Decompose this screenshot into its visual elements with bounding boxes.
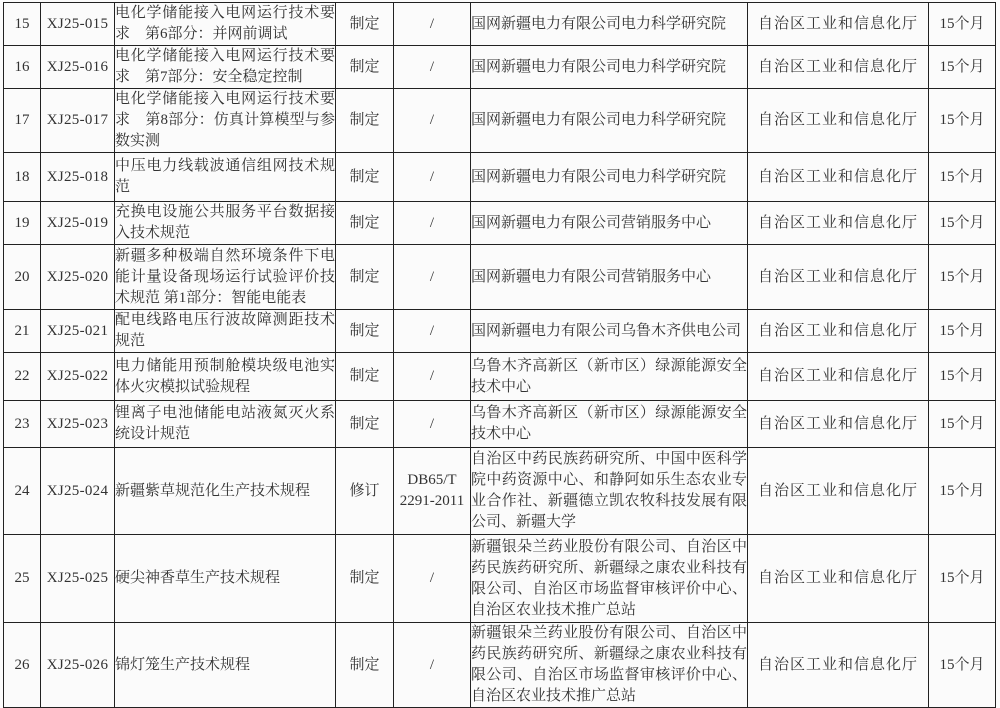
cell-plan-code: XJ25-015 (41, 3, 115, 46)
cell-serial-number: 17 (4, 89, 41, 153)
table-row (4, 89, 996, 153)
cell-formulate-or-revise: 制定 (336, 46, 394, 89)
cell-formulate-or-revise: 制定 (336, 623, 394, 708)
cell-serial-number: 26 (4, 623, 41, 708)
cell-serial-number: 25 (4, 535, 41, 623)
cell-completion-period: 15个月 (929, 623, 996, 708)
cell-serial-number: 22 (4, 353, 41, 401)
cell-drafting-organizations: 国网新疆电力有限公司乌鲁木齐供电公司 (471, 310, 748, 353)
standards-table (3, 2, 996, 708)
table-row (4, 202, 996, 245)
cell-standard-title: 新疆多种极端自然环境条件下电能计量设备现场运行试验评价技术规范 第1部分：智能电能表 (115, 245, 336, 310)
cell-formulate-or-revise: 制定 (336, 89, 394, 153)
cell-completion-period: 15个月 (929, 46, 996, 89)
cell-supervising-department: 自治区工业和信息化厅 (748, 401, 929, 448)
cell-completion-period: 15个月 (929, 535, 996, 623)
cell-supervising-department: 自治区工业和信息化厅 (748, 3, 929, 46)
cell-plan-code: XJ25-018 (41, 153, 115, 202)
cell-drafting-organizations: 国网新疆电力有限公司电力科学研究院 (471, 3, 748, 46)
cell-serial-number: 21 (4, 310, 41, 353)
cell-completion-period: 15个月 (929, 448, 996, 535)
cell-supervising-department: 自治区工业和信息化厅 (748, 623, 929, 708)
cell-serial-number: 23 (4, 401, 41, 448)
cell-formulate-or-revise: 制定 (336, 245, 394, 310)
cell-completion-period: 15个月 (929, 310, 996, 353)
cell-drafting-organizations: 乌鲁木齐高新区（新市区）绿源能源安全技术中心 (471, 353, 748, 401)
cell-replaced-standard-number: / (394, 353, 471, 401)
cell-drafting-organizations: 新疆银朵兰药业股份有限公司、自治区中药民族药研究所、新疆绿之康农业科技有限公司、自治区市场监督审核评价中心、自治区农业技术推广总站 (471, 623, 748, 708)
table-row (4, 310, 996, 353)
cell-standard-title: 锦灯笼生产技术规程 (115, 623, 336, 708)
cell-standard-title: 中压电力线载波通信组网技术规范 (115, 153, 336, 202)
table-body (4, 3, 996, 708)
cell-replaced-standard-number: / (394, 310, 471, 353)
cell-supervising-department: 自治区工业和信息化厅 (748, 448, 929, 535)
cell-serial-number: 20 (4, 245, 41, 310)
cell-serial-number: 24 (4, 448, 41, 535)
cell-standard-title: 电化学储能接入电网运行技术要求 第6部分：并网前调试 (115, 3, 336, 46)
cell-completion-period: 15个月 (929, 3, 996, 46)
cell-formulate-or-revise: 制定 (336, 353, 394, 401)
cell-plan-code: XJ25-026 (41, 623, 115, 708)
table-row (4, 448, 996, 535)
cell-completion-period: 15个月 (929, 353, 996, 401)
cell-supervising-department: 自治区工业和信息化厅 (748, 245, 929, 310)
cell-replaced-standard-number: / (394, 623, 471, 708)
cell-serial-number: 16 (4, 46, 41, 89)
cell-plan-code: XJ25-016 (41, 46, 115, 89)
cell-standard-title: 电力储能用预制舱模块级电池实体火灾模拟试验规程 (115, 353, 336, 401)
cell-formulate-or-revise: 制定 (336, 202, 394, 245)
cell-plan-code: XJ25-021 (41, 310, 115, 353)
cell-formulate-or-revise: 制定 (336, 153, 394, 202)
cell-replaced-standard-number: / (394, 3, 471, 46)
table-row (4, 245, 996, 310)
cell-standard-title: 电化学储能接入电网运行技术要求 第7部分：安全稳定控制 (115, 46, 336, 89)
cell-formulate-or-revise: 制定 (336, 310, 394, 353)
cell-replaced-standard-number: / (394, 535, 471, 623)
cell-drafting-organizations: 国网新疆电力有限公司营销服务中心 (471, 202, 748, 245)
cell-supervising-department: 自治区工业和信息化厅 (748, 535, 929, 623)
table-row (4, 153, 996, 202)
cell-replaced-standard-number: / (394, 46, 471, 89)
cell-completion-period: 15个月 (929, 89, 996, 153)
cell-drafting-organizations: 国网新疆电力有限公司电力科学研究院 (471, 89, 748, 153)
cell-standard-title: 配电线路电压行波故障测距技术规范 (115, 310, 336, 353)
table-row (4, 623, 996, 708)
cell-replaced-standard-number: / (394, 89, 471, 153)
table-row (4, 401, 996, 448)
cell-completion-period: 15个月 (929, 202, 996, 245)
cell-replaced-standard-number: DB65/T 2291-2011 (394, 448, 471, 535)
cell-plan-code: XJ25-024 (41, 448, 115, 535)
cell-standard-title: 锂离子电池储能电站液氮灭火系统设计规范 (115, 401, 336, 448)
cell-serial-number: 19 (4, 202, 41, 245)
cell-standard-title: 新疆紫草规范化生产技术规程 (115, 448, 336, 535)
cell-replaced-standard-number: / (394, 245, 471, 310)
cell-drafting-organizations: 新疆银朵兰药业股份有限公司、自治区中药民族药研究所、新疆绿之康农业科技有限公司、自治区市场监督审核评价中心、自治区农业技术推广总站 (471, 535, 748, 623)
cell-replaced-standard-number: / (394, 153, 471, 202)
cell-plan-code: XJ25-017 (41, 89, 115, 153)
cell-formulate-or-revise: 修订 (336, 448, 394, 535)
cell-standard-title: 充换电设施公共服务平台数据接入技术规范 (115, 202, 336, 245)
cell-standard-title: 硬尖神香草生产技术规程 (115, 535, 336, 623)
cell-plan-code: XJ25-025 (41, 535, 115, 623)
cell-drafting-organizations: 自治区中药民族药研究所、中国中医科学院中药资源中心、和静阿如乐生态农业专业合作社、新疆德立凯农牧科技发展有限公司、新疆大学 (471, 448, 748, 535)
cell-supervising-department: 自治区工业和信息化厅 (748, 310, 929, 353)
cell-formulate-or-revise: 制定 (336, 535, 394, 623)
cell-completion-period: 15个月 (929, 153, 996, 202)
cell-drafting-organizations: 乌鲁木齐高新区（新市区）绿源能源安全技术中心 (471, 401, 748, 448)
table-row (4, 353, 996, 401)
cell-completion-period: 15个月 (929, 401, 996, 448)
cell-supervising-department: 自治区工业和信息化厅 (748, 46, 929, 89)
table-row (4, 46, 996, 89)
cell-replaced-standard-number: / (394, 202, 471, 245)
cell-drafting-organizations: 国网新疆电力有限公司电力科学研究院 (471, 46, 748, 89)
cell-plan-code: XJ25-019 (41, 202, 115, 245)
cell-supervising-department: 自治区工业和信息化厅 (748, 353, 929, 401)
cell-plan-code: XJ25-020 (41, 245, 115, 310)
cell-replaced-standard-number: / (394, 401, 471, 448)
cell-plan-code: XJ25-022 (41, 353, 115, 401)
cell-drafting-organizations: 国网新疆电力有限公司电力科学研究院 (471, 153, 748, 202)
cell-supervising-department: 自治区工业和信息化厅 (748, 202, 929, 245)
table-row (4, 3, 996, 46)
cell-completion-period: 15个月 (929, 245, 996, 310)
cell-drafting-organizations: 国网新疆电力有限公司营销服务中心 (471, 245, 748, 310)
cell-plan-code: XJ25-023 (41, 401, 115, 448)
cell-supervising-department: 自治区工业和信息化厅 (748, 153, 929, 202)
cell-formulate-or-revise: 制定 (336, 401, 394, 448)
cell-standard-title: 电化学储能接入电网运行技术要求 第8部分：仿真计算模型与参数实测 (115, 89, 336, 153)
table-row (4, 535, 996, 623)
cell-formulate-or-revise: 制定 (336, 3, 394, 46)
cell-serial-number: 15 (4, 3, 41, 46)
cell-supervising-department: 自治区工业和信息化厅 (748, 89, 929, 153)
cell-serial-number: 18 (4, 153, 41, 202)
